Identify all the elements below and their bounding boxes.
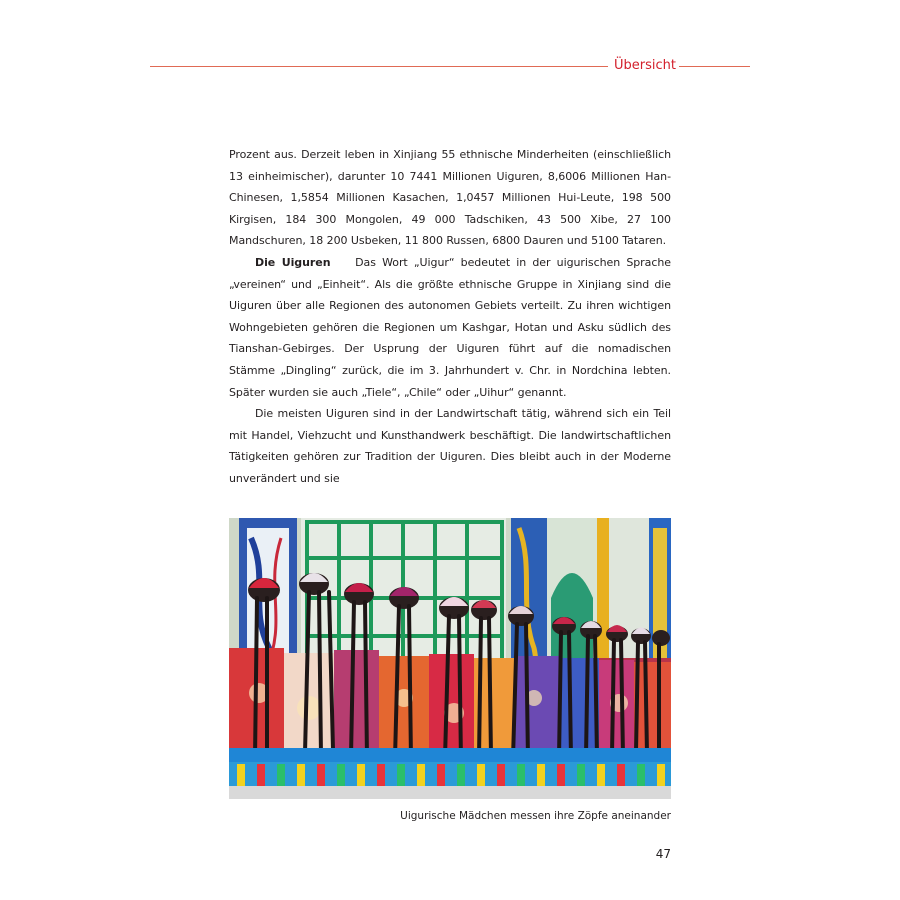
body-text — [229, 144, 671, 490]
section-title: Übersicht — [614, 58, 676, 73]
paragraph-1: Prozent aus. Derzeit leben in Xinjiang 55 ethnische Minderheiten (einschließlich 13 einheimischer), darunter 10 7441 Millionen Uiguren, 8,6006 Millionen Han-Chinesen, 1,5854 Millionen Kasachen, 1,0457 Millionen Hui-Leute, 198 500 Kirgisen, 184 300 Mongolen, 49 000 Tadschiken, 43 500 Xibe, 27 100 Mandschuren, 18 200 Usbeken, 11 800 Russen, 6800 Dauren und 5100 Tataren. — [229, 148, 671, 248]
paragraph-3: Die meisten Uiguren sind in der Landwirtschaft tätig, während sich ein Teil mit Handel, Viehzucht und Kunsthandwerk beschäftigt. Die landwirtschaftlichen Tätigkeiten gehören zur Tradition der Uiguren. Dies bleibt auch in der Moderne unverändert und sie — [229, 407, 671, 485]
paragraph-2 — [229, 252, 671, 403]
figure-caption: Uigurische Mädchen messen ihre Zöpfe aneinander — [400, 810, 671, 822]
photo-uyghur-girls-braids — [229, 518, 671, 799]
paragraph-2-text: Das Wort „Uigur“ bedeutet in der uigurischen Sprache „vereinen“ und „Einheit“. Als die größte ethnische Gruppe in Xinjiang sind die Uiguren über alle Regionen des autonomen Gebiets verteilt. Zu ihren wichtigen Wohngebieten gehören die Regionen um Kashgar, Hotan und Asku südlich des Tianshan-Gebirges. Der Usprung der Uiguren führt auf die nomadischen Stämme „Dingling“ zurück, die im 3. Jahrhundert v. Chr. in Nordchina lebten. Später wurden sie auch „Tiele“, „Chile“ oder „Uihur“ genannt. — [229, 255, 671, 399]
page-number: 47 — [655, 847, 671, 861]
paragraph-2-heading: Die Uiguren — [255, 255, 331, 269]
header-rule-right — [679, 66, 750, 67]
header-rule-left — [150, 66, 608, 67]
